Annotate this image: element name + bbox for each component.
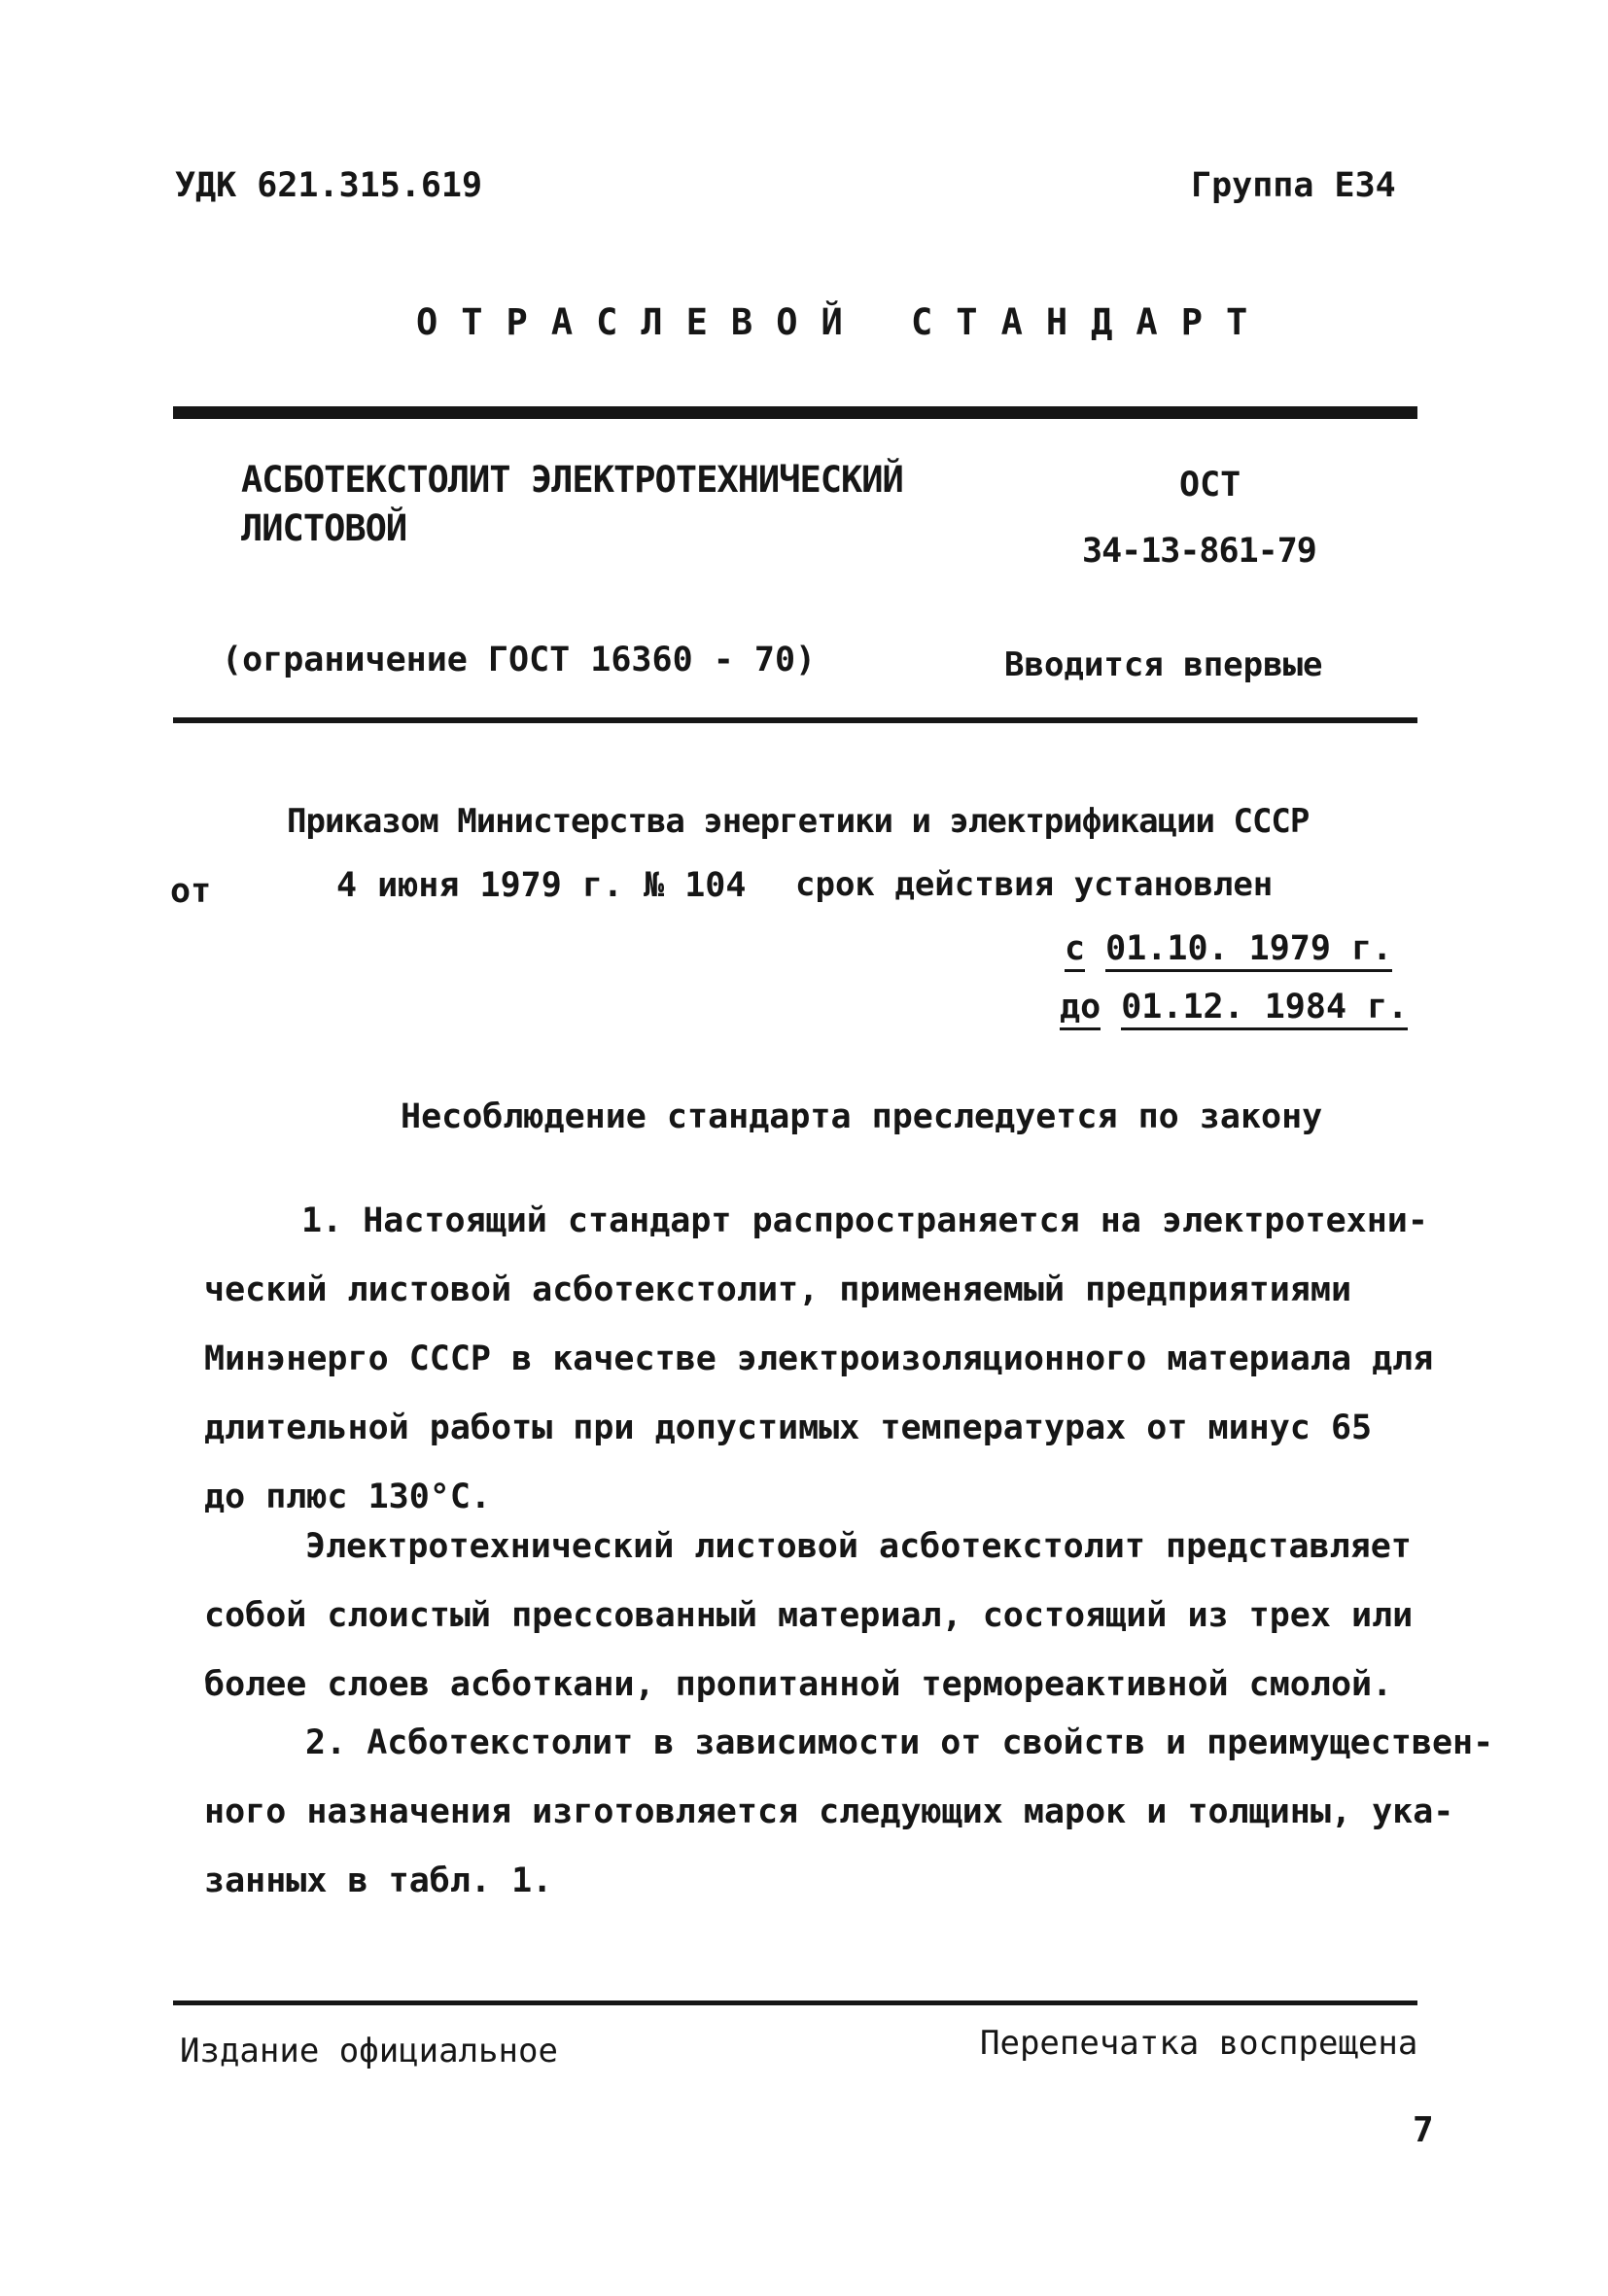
standard-code-label: ОСТ (1179, 466, 1241, 504)
paragraph-2 (204, 1513, 1468, 1720)
top-thick-divider (173, 406, 1417, 419)
paragraph-1-line: ческий листовой асботекстолит, применяемый предприятиями (204, 1270, 1352, 1309)
validity-to-label: до (1060, 988, 1101, 1030)
paragraph-3-line: 2. Асботекстолит в зависимости от свойств и преимуществен- (305, 1723, 1494, 1762)
document-title-line1: АСБОТЕКСТОЛИТ ЭЛЕКТРОТЕХНИЧЕСКИЙ (241, 459, 903, 501)
introduced-note: Вводится впервые (1004, 645, 1323, 684)
paragraph-3-line: ного назначения изготовляется следующих марок и толщины, ука- (204, 1792, 1454, 1831)
paragraph-1-line: длительной работы при допустимых температурах от минус 65 (204, 1409, 1373, 1447)
document-title-line2: ЛИСТОВОЙ (241, 507, 407, 549)
page-number: 7 (1413, 2110, 1434, 2150)
paragraph-1 (204, 1187, 1468, 1532)
paragraph-1-line: до плюс 130°С. (204, 1478, 492, 1516)
order-date-number: 4 июня 1979 г. № 104 (336, 866, 747, 905)
standard-type-heading: ОТРАСЛЕВОЙ СТАНДАРТ (416, 301, 1272, 343)
standard-code-number: 34-13-861-79 (1082, 532, 1316, 571)
edition-note: Издание официальное (180, 2032, 558, 2070)
paragraph-1-line: 1. Настоящий стандарт распространяется на электротехни- (301, 1201, 1428, 1240)
order-prefix: от (170, 872, 212, 911)
validity-from-date: 01.10. 1979 г. (1105, 929, 1392, 972)
restriction-note: (ограничение ГОСТ 16360 - 70) (222, 641, 817, 679)
reprint-note: Перепечатка воспрещена (980, 2024, 1418, 2063)
paragraph-2-line: Электротехнический листовой асботекстолит представляет (305, 1527, 1412, 1566)
group-code: Группа Е34 (1191, 166, 1396, 205)
validity-to (1060, 987, 1408, 1027)
paragraph-2-line: собой слоистый прессованный материал, состоящий из трех или (204, 1596, 1414, 1635)
legal-notice: Несоблюдение стандарта преследуется по закону (401, 1097, 1323, 1136)
title-block-divider (173, 717, 1417, 723)
paragraph-3-line: занных в табл. 1. (204, 1861, 553, 1900)
validity-from (1065, 928, 1392, 969)
order-line: Приказом Министерства энергетики и электрификации СССР (287, 802, 1310, 841)
paragraph-1-line: Минэнерго СССР в качестве электроизоляционного материала для (204, 1339, 1434, 1378)
paragraph-2-line: более слоев асботкани, пропитанной термореактивной смолой. (204, 1665, 1393, 1704)
validity-to-date: 01.12. 1984 г. (1121, 988, 1408, 1030)
udk-code: УДК 621.315.619 (175, 166, 483, 205)
footer-divider (173, 2000, 1417, 2005)
paragraph-3 (204, 1709, 1494, 1916)
validity-from-label: с (1065, 929, 1085, 972)
validity-label: срок действия установлен (795, 865, 1274, 904)
